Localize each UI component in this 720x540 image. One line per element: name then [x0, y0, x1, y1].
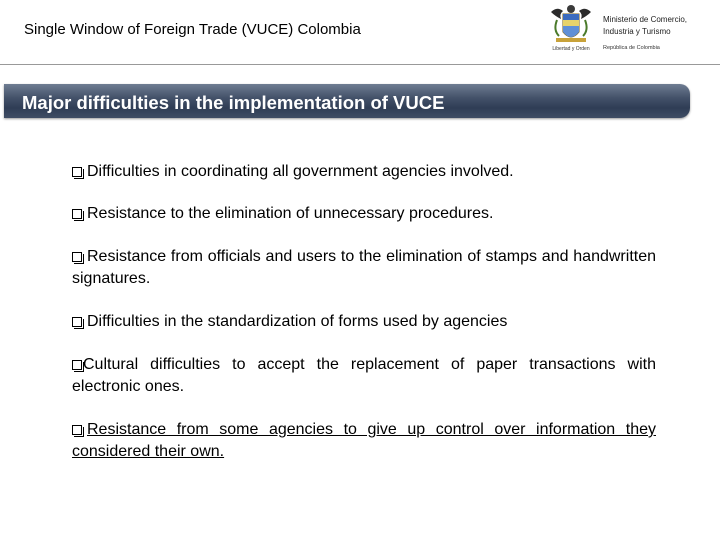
list-item-text: Resistance from officials and users to the elimination of stamps and handwritten signatures. [72, 248, 656, 287]
list-item [72, 246, 656, 290]
checkbox-bullet-icon [72, 209, 82, 219]
ministry-block [603, 14, 718, 52]
list-item-text: Resistance from some agencies to give up control over information they considered their own. [72, 421, 656, 460]
list-item-text: Difficulties in the standardization of forms used by agencies [87, 313, 508, 330]
header-title: Single Window of Foreign Trade (VUCE) Colombia [24, 21, 361, 38]
list-item [72, 354, 656, 398]
checkbox-bullet-icon [72, 252, 82, 262]
checkbox-bullet-icon [72, 425, 82, 435]
list-item [72, 203, 656, 225]
crest-motto: Libertad y Orden [552, 46, 590, 52]
list-item-text: Difficulties in coordinating all government agencies involved. [87, 163, 514, 180]
checkbox-bullet-icon [72, 360, 82, 370]
country-label: República de Colombia [603, 45, 660, 51]
list-item [72, 419, 656, 463]
list-item [72, 161, 656, 183]
checkbox-bullet-icon [72, 167, 82, 177]
list-item-text: Cultural difficulties to accept the replacement of paper transactions with electronic ones. [72, 356, 656, 395]
list-item-text: Resistance to the elimination of unnecessary procedures. [87, 205, 494, 222]
section-banner [4, 84, 690, 118]
section-title: Major difficulties in the implementation of VUCE [22, 92, 445, 113]
list-item [72, 311, 656, 333]
header-divider [0, 64, 720, 65]
checkbox-bullet-icon [72, 317, 82, 327]
ministry-line-2: Industria y Turismo [603, 27, 671, 36]
ministry-line-1: Ministerio de Comercio, [603, 15, 688, 24]
